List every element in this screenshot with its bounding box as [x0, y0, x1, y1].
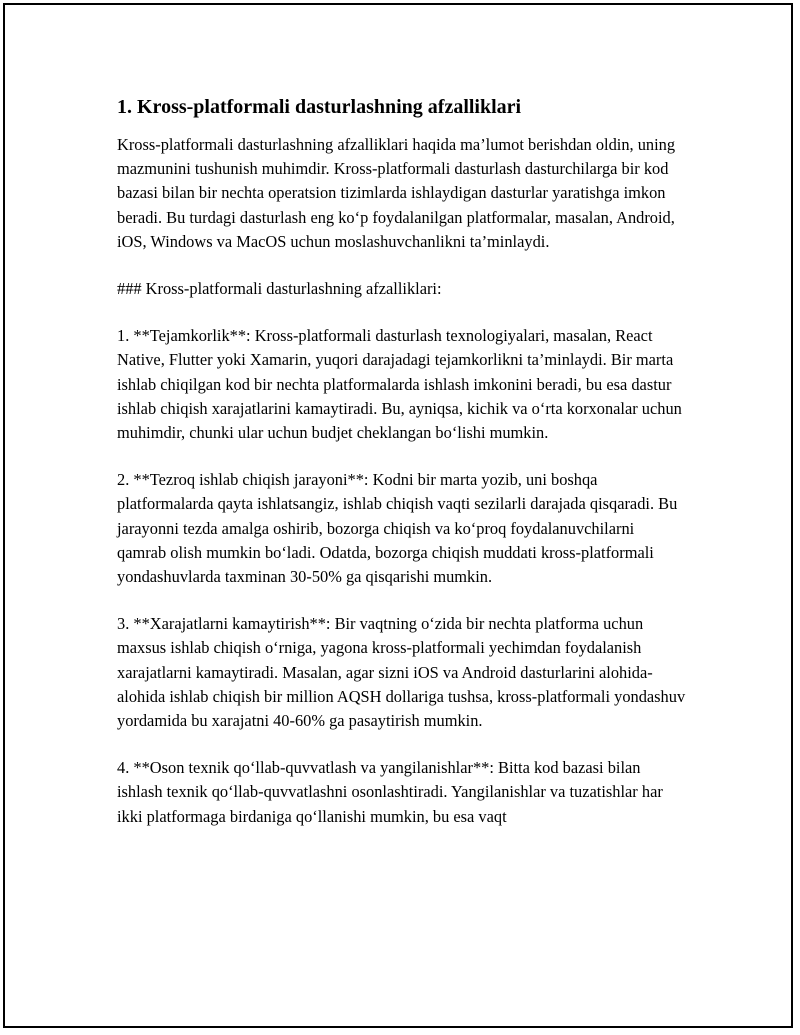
section-heading: 1. Kross-platformali dasturlashning afzalliklari	[117, 96, 522, 118]
intro-paragraph: Kross-platformali dasturlashning afzalliklari haqida ma’lumot berishdan oldin, uning mazmunini tushunish muhimdir. Kross-platformali dasturlash dasturchilarga bir kod bazasi bilan bir nechta operatsion tizimlarda ishlaydigan dasturlar yaratishga imkon beradi. Bu turdagi dasturlash eng ko‘p foydalanilgan platformalar, masalan, Android, iOS, Windows va MacOS uchun moslashuvchanlikni ta’minlaydi.	[117, 135, 676, 251]
advantage-paragraph-4: 4. **Oson texnik qo‘llab-quvvatlash va yangilanishlar**: Bitta kod bazasi bilan ishlash texnik qo‘llab-quvvatlashni osonlashtiradi. Yangilanishlar va tuzatishlar har ikki platformaga birdaniga qo‘llanishi mumkin, bu esa vaqt	[117, 758, 663, 826]
document-body	[117, 95, 687, 852]
advantage-paragraph-2: 2. **Tezroq ishlab chiqish jarayoni**: Kodni bir marta yozib, uni boshqa platformalarda qayta ishlatsangiz, ishlab chiqish vaqti sezilarli darajada qisqaradi. Bu jarayonni tezda amalga oshirib, bozorga chiqish va ko‘proq foydalanuvchilarni qamrab olish mumkin bo‘ladi. Odatda, bozorga chiqish muddati kross-platformali yondashuvlarda taxminan 30-50% ga qisqarishi mumkin.	[117, 470, 678, 587]
subheading-paragraph: ### Kross-platformali dasturlashning afzalliklari:	[117, 279, 442, 299]
advantage-paragraph-1: 1. **Tejamkorlik**: Kross-platformali dasturlash texnologiyalari, masalan, React Native, Flutter yoki Xamarin, yuqori darajadagi tejamkorlikni ta’minlaydi. Bir marta ishlab chiqilgan kod bir nechta platformalarda ishlash imkonini beradi, bu esa dastur ishlab chiqish xarajatlarini kamaytiradi. Bu, ayniqsa, kichik va o‘rta korxonalar uchun muhimdir, chunki ular uchun budjet cheklangan bo‘lishi mumkin.	[117, 326, 682, 443]
advantage-paragraph-3: 3. **Xarajatlarni kamaytirish**: Bir vaqtning o‘zida bir nechta platforma uchun maxsus ishlab chiqish o‘rniga, yagona kross-platformali yechimdan foydalanish xarajatlarni kamaytiradi. Masalan, agar sizni iOS va Android dasturlarini alohida-alohida ishlab chiqish bir million AQSH dollariga tushsa, kross-platformali yondashuv yordamida bu xarajatni 40-60% ga pasaytirish mumkin.	[117, 614, 686, 731]
